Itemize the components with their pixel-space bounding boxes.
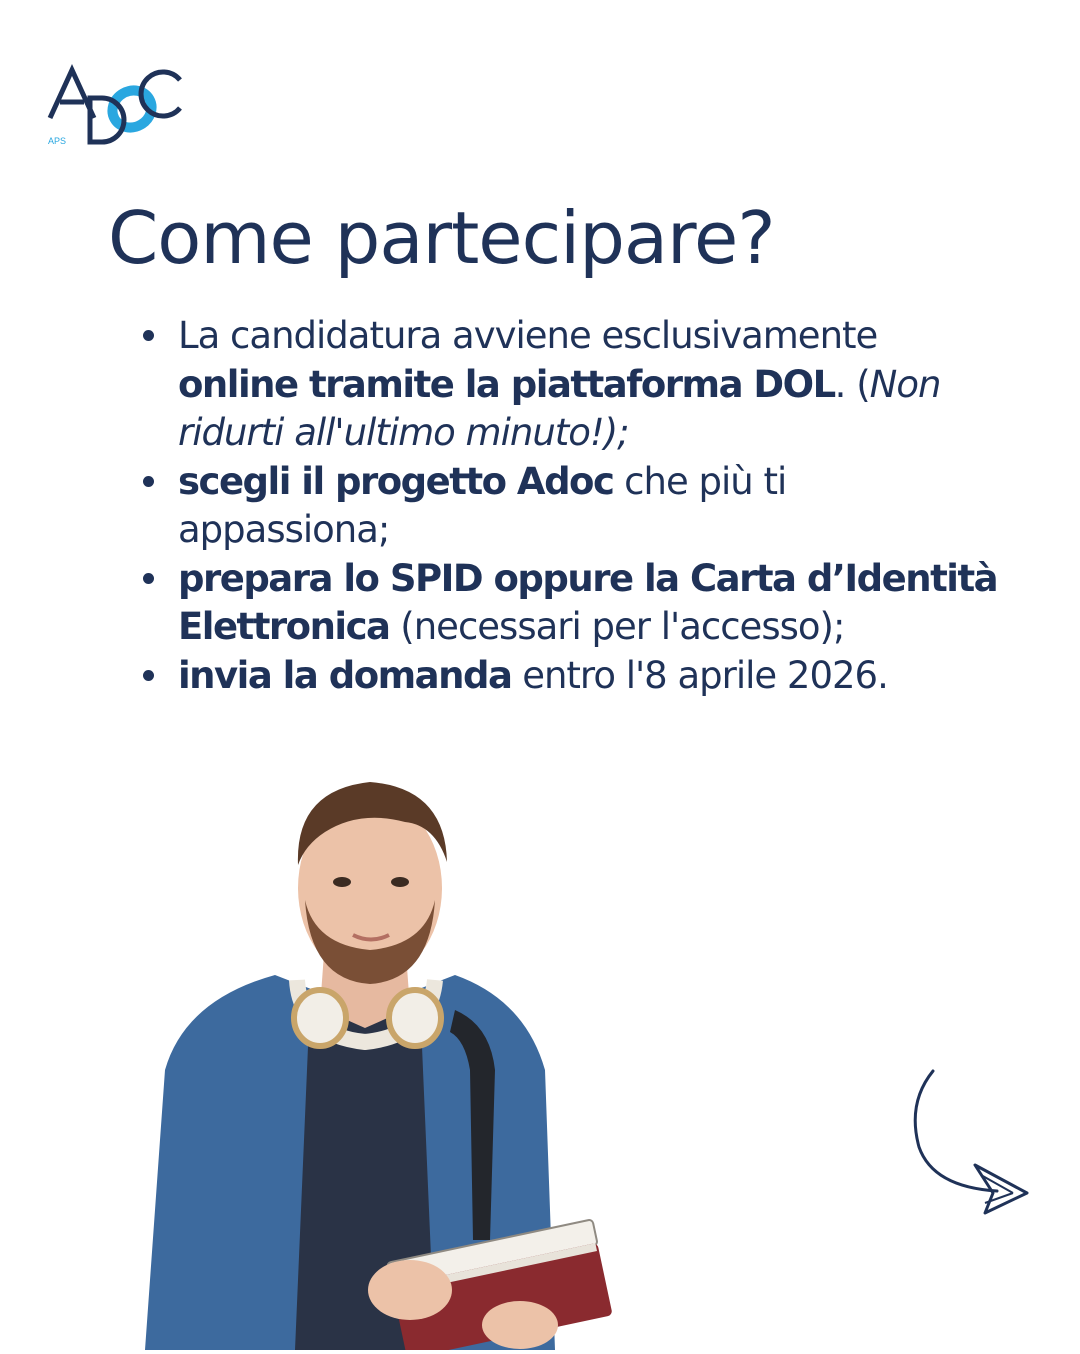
logo-sub-label: APS <box>48 136 67 146</box>
page-title: Come partecipare? <box>108 196 775 280</box>
adoc-logo-icon <box>44 62 194 152</box>
list-item: invia la domanda entro l'8 aprile 2026. <box>178 652 998 701</box>
student-with-books-photo <box>125 770 615 1350</box>
list-item: scegli il progetto Adoc che più ti appassiona; <box>178 458 998 555</box>
steps-list <box>178 312 998 700</box>
curved-arrow-icon <box>905 1065 1035 1220</box>
list-item: La candidatura avviene esclusivamente online tramite la piattaforma DOL. (Non ridurti all'ultimo minuto!); <box>178 312 998 458</box>
list-item: prepara lo SPID oppure la Carta d’Identità Elettronica (necessari per l'accesso); <box>178 555 998 652</box>
